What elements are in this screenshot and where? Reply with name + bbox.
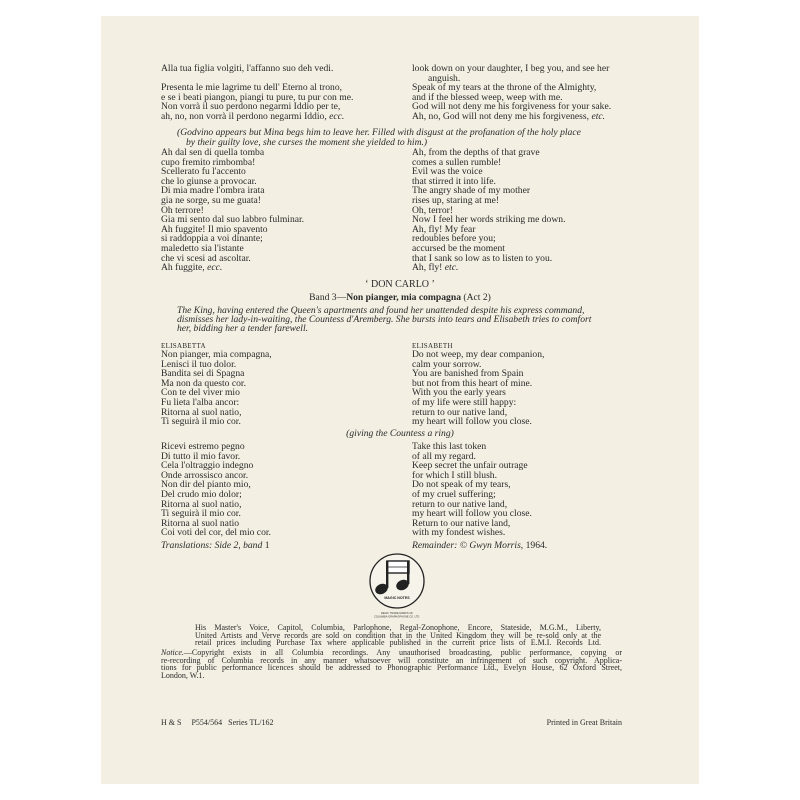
character-label-english: ELISABETH bbox=[412, 342, 453, 350]
verse-line: Onde arrossisco ancor. bbox=[161, 469, 249, 481]
verse-line: Con te del viver mio bbox=[161, 387, 240, 399]
stage-direction bbox=[177, 128, 581, 147]
notice-line: tions for public performance licences should be addressed to Phonographic Performance Ltd., Evelyn House, 62 Oxford Street, bbox=[161, 663, 622, 673]
verse-line: maledetto sia l'istante bbox=[161, 242, 244, 254]
verse-line: With you the early years bbox=[412, 387, 506, 399]
verse-line: my heart will follow you close. bbox=[412, 416, 532, 428]
verse-line: and if the blessed weep, weep with me. bbox=[412, 91, 563, 103]
verse-line: look down on your daughter, I beg you, and see her bbox=[412, 63, 610, 74]
verse-intro-italian bbox=[161, 64, 333, 74]
columbia-magic-notes-logo bbox=[366, 553, 428, 619]
verse-line: Non vorrà il suo perdono negarmi Iddio per te, bbox=[161, 101, 341, 113]
verse-line: Non pianger, mia compagna, bbox=[161, 349, 272, 360]
verse-line: Bandita sei di Spagna bbox=[161, 368, 245, 380]
conditions-line: His Master's Voice, Capitol, Columbia, Parlophone, Regal-Zonophone, Encore, Stateside, M.G.M., Liberty, bbox=[195, 623, 601, 632]
verse-line: Lenisci il tuo dolor. bbox=[161, 358, 237, 370]
verse-line: Di tutto il mio favor. bbox=[161, 450, 241, 462]
verse-line: but not from this heart of mine. bbox=[412, 377, 533, 389]
verse-line: redoubles before you; bbox=[412, 233, 496, 245]
notice-text: —Copyright exists in all Columbia recordings. Any unauthorised broadcasting, public performance, copying or bbox=[183, 648, 622, 657]
verse-line: Gia mi sento dal suo labbro fulminar. bbox=[161, 214, 305, 226]
verse-line: gia ne sorge, su me guata! bbox=[161, 194, 261, 206]
verse-line: return to our native land, bbox=[412, 498, 508, 510]
opera-title: ‘ DON CARLO ’ bbox=[365, 279, 435, 290]
verse-english-3 bbox=[412, 350, 544, 427]
logo-caption: COLUMBIA GRAPHOPHONE CO. LTD. bbox=[373, 615, 421, 619]
verse-line: Ma non da questo cor. bbox=[161, 377, 246, 389]
verse-line: Ah fuggite! Il mio spavento bbox=[161, 223, 268, 235]
verse-line: Ritorna al suol natio, bbox=[161, 406, 242, 418]
verse-line: Ah fuggite, ecc. bbox=[161, 262, 223, 274]
act: (Act 2) bbox=[461, 292, 491, 303]
verse-line: calm your sorrow. bbox=[412, 358, 482, 370]
verse-line: Evil was the voice bbox=[412, 166, 483, 178]
verse-line: Cela l'oltraggio indegno bbox=[161, 460, 254, 472]
stage-direction-line: by their guilty love, she curses the moment she yielded to him.) bbox=[186, 136, 428, 148]
verse-line: that stirred it into life. bbox=[412, 175, 496, 187]
verse-line: Return to our native land, bbox=[412, 517, 511, 529]
synopsis bbox=[177, 306, 591, 334]
verse-line: Take this last token bbox=[412, 441, 487, 452]
verse-line: Coi voti del cor, del mio cor. bbox=[161, 527, 271, 539]
etc-marker: etc. bbox=[591, 110, 606, 122]
synopsis-line: her, bidding her a tender farewell. bbox=[177, 323, 309, 335]
verse-english-1 bbox=[412, 83, 611, 121]
verse-line: my heart will follow you close. bbox=[412, 508, 532, 520]
translations-value: 1 bbox=[264, 540, 270, 551]
verse-line: Keep secret the unfair outrage bbox=[412, 460, 528, 472]
verse-line: Presenta le mie lagrime tu dell' Eterno al trono, bbox=[161, 82, 343, 93]
verse-line: of all my regard. bbox=[412, 450, 476, 462]
verse-line: Fu lieta l'alba ancor: bbox=[161, 396, 240, 408]
translations-label: Translations: Side 2, band bbox=[161, 540, 265, 551]
verse-line: for which I still blush. bbox=[412, 469, 498, 481]
verse-line: Ah, from the depths of that grave bbox=[412, 147, 540, 158]
notice-label: Notice. bbox=[161, 648, 184, 657]
stage-direction-ring: (giving the Countess a ring) bbox=[346, 428, 454, 439]
logo-caption: REGD. TRADE MARKS OF bbox=[381, 612, 413, 615]
verse-line: Non dir del pianto mio, bbox=[161, 479, 251, 491]
verse-line: si raddoppia a voi dinante; bbox=[161, 233, 263, 245]
conditions-line: retail prices including Purchase Tax where applicable published in the current price lists of E.M.I. Records Ltd. bbox=[195, 638, 601, 648]
verse-line: che lo giunse a provocar. bbox=[161, 175, 257, 187]
verse-line: cupo fremito rimbomba! bbox=[161, 156, 256, 168]
verse-line: Ah, fly! etc. bbox=[412, 262, 459, 274]
verse-line: The angry shade of my mother bbox=[412, 185, 531, 197]
verse-line: Oh terrore! bbox=[161, 204, 204, 216]
verse-line: Alla tua figlia volgiti, l'affanno suo deh vedi. bbox=[161, 63, 334, 74]
verse-italian-3 bbox=[161, 350, 272, 427]
verse-line: comes a sullen rumble! bbox=[412, 156, 502, 168]
aria-title: Non pianger, mia compagna bbox=[346, 292, 461, 303]
verse-line: Ricevi estremo pegno bbox=[161, 441, 245, 452]
verse-line: Ah, fly! My fear bbox=[412, 223, 476, 235]
verse-line: Oh, terror! bbox=[412, 204, 454, 216]
verse-line: that I sank so low as to listen to you. bbox=[412, 252, 553, 264]
verse-line: Ah, no, God will not deny me his forgiveness, etc. bbox=[412, 110, 606, 122]
etc-marker: etc. bbox=[444, 262, 459, 274]
verse-line: Ah dal sen di quella tomba bbox=[161, 147, 265, 158]
catalogue-reference: H & S P554/564 Series TL/162 bbox=[161, 718, 274, 727]
etc-marker: ecc. bbox=[207, 262, 223, 274]
verse-line: with my fondest wishes. bbox=[412, 527, 506, 539]
band-heading bbox=[101, 293, 699, 303]
band-prefix: Band 3— bbox=[309, 292, 347, 303]
remainder-year: 1964. bbox=[525, 540, 548, 551]
verse-line: Ti seguirà il mio cor. bbox=[161, 416, 241, 428]
remainder-credit bbox=[412, 541, 547, 551]
verse-english-2 bbox=[412, 148, 565, 273]
verse-intro-english bbox=[412, 64, 609, 83]
synopsis-line: dismisses her lady-in-waiting, the Countess d'Aremberg. She bursts into tears and Elisabeth tries to comfort bbox=[177, 314, 592, 326]
verse-line: God will not deny me his forgiveness for your sake. bbox=[412, 101, 612, 113]
notice-line: re-recording of Columbia records in any manner whatsoever will constitute an infringement of such copyright. Applica- bbox=[161, 655, 622, 665]
verse-line: of my life were still happy: bbox=[412, 396, 517, 408]
verse-line: Di mia madre l'ombra irata bbox=[161, 185, 265, 197]
printed-in: Printed in Great Britain bbox=[546, 718, 622, 727]
stage-direction-line: (Godvino appears but Mina begs him to leave her. Filled with disgust at the profanation of the holy place bbox=[177, 127, 581, 138]
verse-italian-1 bbox=[161, 83, 353, 121]
verse-italian-2 bbox=[161, 148, 304, 273]
notice-line: London, W.1. bbox=[161, 671, 205, 681]
verse-line: ah, no, non vorrà il perdono negarmi Iddio, ecc. bbox=[161, 110, 345, 122]
copyright-notice bbox=[161, 649, 622, 680]
sale-conditions bbox=[195, 624, 601, 647]
verse-line: return to our native land, bbox=[412, 406, 508, 418]
verse-line: accursed be the moment bbox=[412, 242, 505, 254]
synopsis-line: The King, having entered the Queen's apartments and found her unattended despite his express command, bbox=[177, 305, 585, 316]
verse-line: of my cruel suffering; bbox=[412, 488, 496, 500]
verse-line: Del crudo mio dolor; bbox=[161, 488, 242, 500]
logo-magic-notes-text: MAGIC NOTES bbox=[384, 596, 410, 600]
verse-line: Do not speak of my tears, bbox=[412, 479, 511, 491]
verse-line: anguish. bbox=[428, 72, 461, 84]
conditions-line: United Artists and Verve records are sold on condition that in the United Kingdom they will be re-sold only at the bbox=[195, 630, 601, 640]
translations-credit bbox=[161, 541, 269, 551]
verse-line: Do not weep, my dear companion, bbox=[412, 349, 545, 360]
verse-line: Scellerato fu l'accento bbox=[161, 166, 246, 178]
verse-line: rises up, staring at me! bbox=[412, 194, 500, 206]
etc-marker: ecc. bbox=[329, 110, 345, 122]
verse-english-4 bbox=[412, 442, 532, 538]
verse-line: Ritorna al suol natio, bbox=[161, 498, 242, 510]
verse-line: Ritorna al suol natio bbox=[161, 517, 240, 529]
remainder-label: Remainder: © Gwyn Morris, bbox=[412, 540, 526, 551]
character-label-italian: ELISABETTA bbox=[161, 342, 206, 350]
verse-italian-4 bbox=[161, 442, 271, 538]
verse-line: You are banished from Spain bbox=[412, 368, 524, 380]
verse-line: che vi scesi ad ascoltar. bbox=[161, 252, 251, 264]
verse-line: Now I feel her words striking me down. bbox=[412, 214, 566, 226]
verse-line: e se i beati piangon, piangi tu pure, tu pur con me. bbox=[161, 91, 354, 103]
verse-line: Ti seguirà il mio cor. bbox=[161, 508, 241, 520]
verse-line: Speak of my tears at the throne of the Almighty, bbox=[412, 82, 597, 93]
